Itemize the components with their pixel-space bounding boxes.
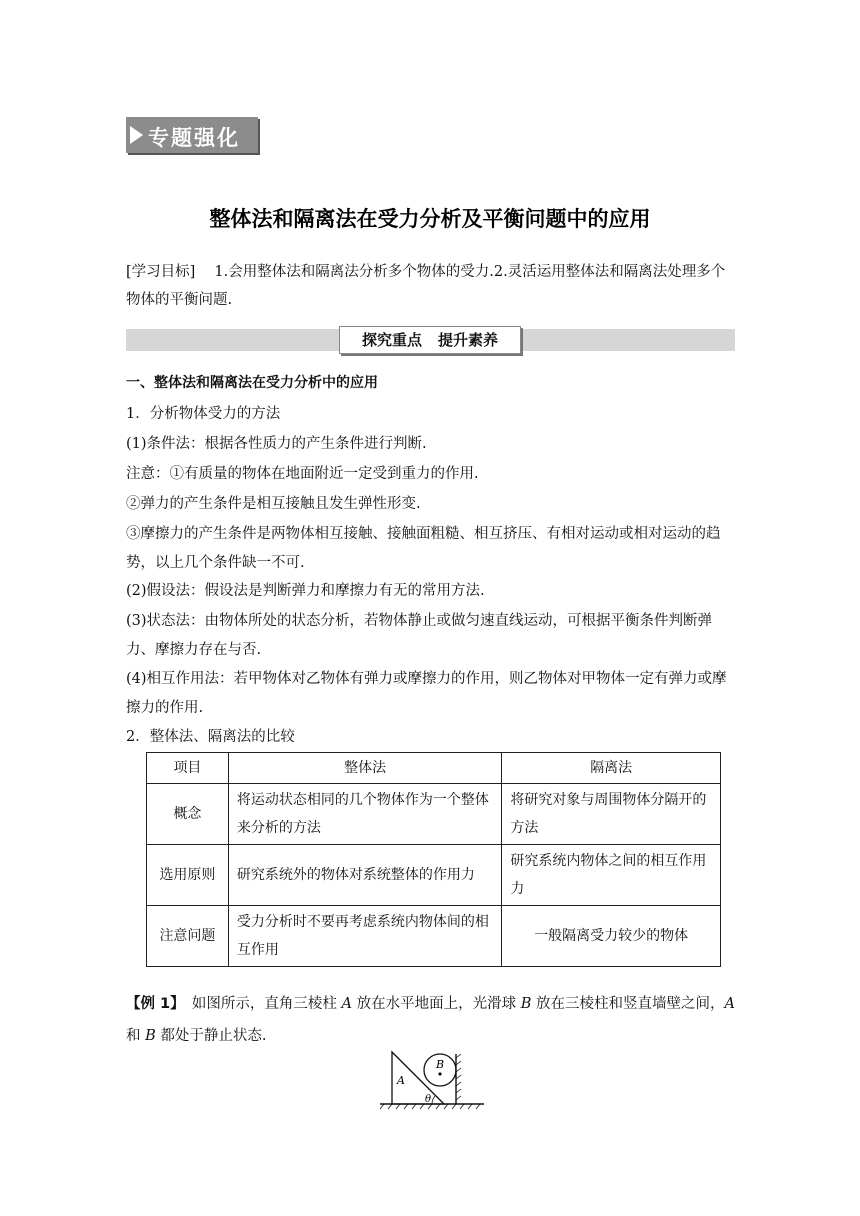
banner-box bbox=[339, 326, 521, 354]
example-text: 都处于静止状态. bbox=[155, 1028, 267, 1044]
learning-goals: [学习目标] 1.会用整体法和隔离法分析多个物体的受力.2.灵活运用整体法和隔离法处理多个物体的平衡问题. bbox=[126, 264, 726, 308]
example-text: 和 bbox=[126, 1028, 146, 1044]
subheading-methods: 1．分析物体受力的方法 bbox=[126, 406, 281, 422]
table-header-cell: 整体法 bbox=[228, 753, 501, 784]
var-a: A bbox=[724, 996, 735, 1012]
wall-hatch bbox=[456, 1054, 461, 1100]
table-header-row bbox=[147, 753, 721, 784]
table-cell: 研究系统外的物体对系统整体的作用力 bbox=[228, 845, 501, 906]
ball-center-dot bbox=[438, 1072, 441, 1075]
label-a: A bbox=[397, 1074, 405, 1087]
table-row bbox=[147, 906, 721, 967]
example-label: 【例 1】 bbox=[126, 996, 178, 1012]
para-assumption-method: (2)假设法：假设法是判断弹力和摩擦力有无的常用方法. bbox=[126, 583, 485, 599]
table-cell: 一般隔离受力较少的物体 bbox=[502, 906, 721, 967]
table-row bbox=[147, 845, 721, 906]
topic-badge bbox=[126, 117, 258, 153]
table-cell: 将运动状态相同的几个物体作为一个整体来分析的方法 bbox=[228, 784, 501, 845]
page-title: 整体法和隔离法在受力分析及平衡问题中的应用 bbox=[209, 207, 651, 231]
table-cell: 概念 bbox=[147, 784, 229, 845]
label-b: B bbox=[436, 1058, 445, 1071]
badge-text: 专题强化 bbox=[148, 126, 240, 150]
table-cell: 受力分析时不要再考虑系统内物体间的相互作用 bbox=[228, 906, 501, 967]
angle-arc bbox=[432, 1096, 435, 1104]
table-cell: 将研究对象与周围物体分隔开的方法 bbox=[502, 784, 721, 845]
table-cell: 研究系统内物体之间的相互作用力 bbox=[502, 845, 721, 906]
example-text: 放在三棱柱和竖直墙壁之间， bbox=[531, 996, 725, 1012]
var-b: B bbox=[145, 1028, 156, 1044]
para-state-method: (3)状态法：由物体所处的状态分析，若物体静止或做匀速直线运动，可根据平衡条件判断弹力、摩擦力存在与否. bbox=[126, 613, 713, 658]
para-condition-method: (1)条件法：根据各性质力的产生条件进行判断. bbox=[126, 436, 427, 452]
table-header-cell: 隔离法 bbox=[502, 753, 721, 784]
para-note-friction: ③摩擦力的产生条件是两物体相互接触、接触面粗糙、相互挤压、有相对运动或相对运动的趋势，以上几个条件缺一不可. bbox=[126, 526, 721, 571]
table-row bbox=[147, 784, 721, 845]
table-cell: 注意问题 bbox=[147, 906, 229, 967]
banner-left-label: 探究重点 bbox=[361, 331, 422, 349]
var-a: A bbox=[341, 996, 352, 1012]
example-text: 放在水平地面上，光滑球 bbox=[351, 996, 521, 1012]
prism-ball-wall-figure bbox=[376, 1048, 486, 1112]
table-header-cell: 项目 bbox=[147, 753, 229, 784]
example-1 bbox=[126, 988, 736, 1052]
section-banner bbox=[126, 329, 735, 351]
label-theta: θ bbox=[425, 1094, 432, 1105]
comparison-table bbox=[146, 752, 721, 967]
section-heading: 一、整体法和隔离法在受力分析中的应用 bbox=[126, 375, 378, 391]
table-cell: 选用原则 bbox=[147, 845, 229, 906]
para-note-gravity: 注意：①有质量的物体在地面附近一定受到重力的作用. bbox=[126, 466, 479, 482]
para-note-elastic: ②弹力的产生条件是相互接触且发生弹性形变. bbox=[126, 496, 421, 512]
play-arrow-icon bbox=[130, 126, 143, 144]
subheading-comparison: 2．整体法、隔离法的比较 bbox=[126, 729, 295, 745]
example-text: 如图所示，直角三棱柱 bbox=[177, 996, 342, 1012]
para-interaction-method: (4)相互作用法：若甲物体对乙物体有弹力或摩擦力的作用，则乙物体对甲物体一定有弹力或摩擦力的作用. bbox=[126, 671, 727, 716]
var-b: B bbox=[520, 996, 532, 1012]
banner-right-label: 提升素养 bbox=[438, 331, 499, 349]
